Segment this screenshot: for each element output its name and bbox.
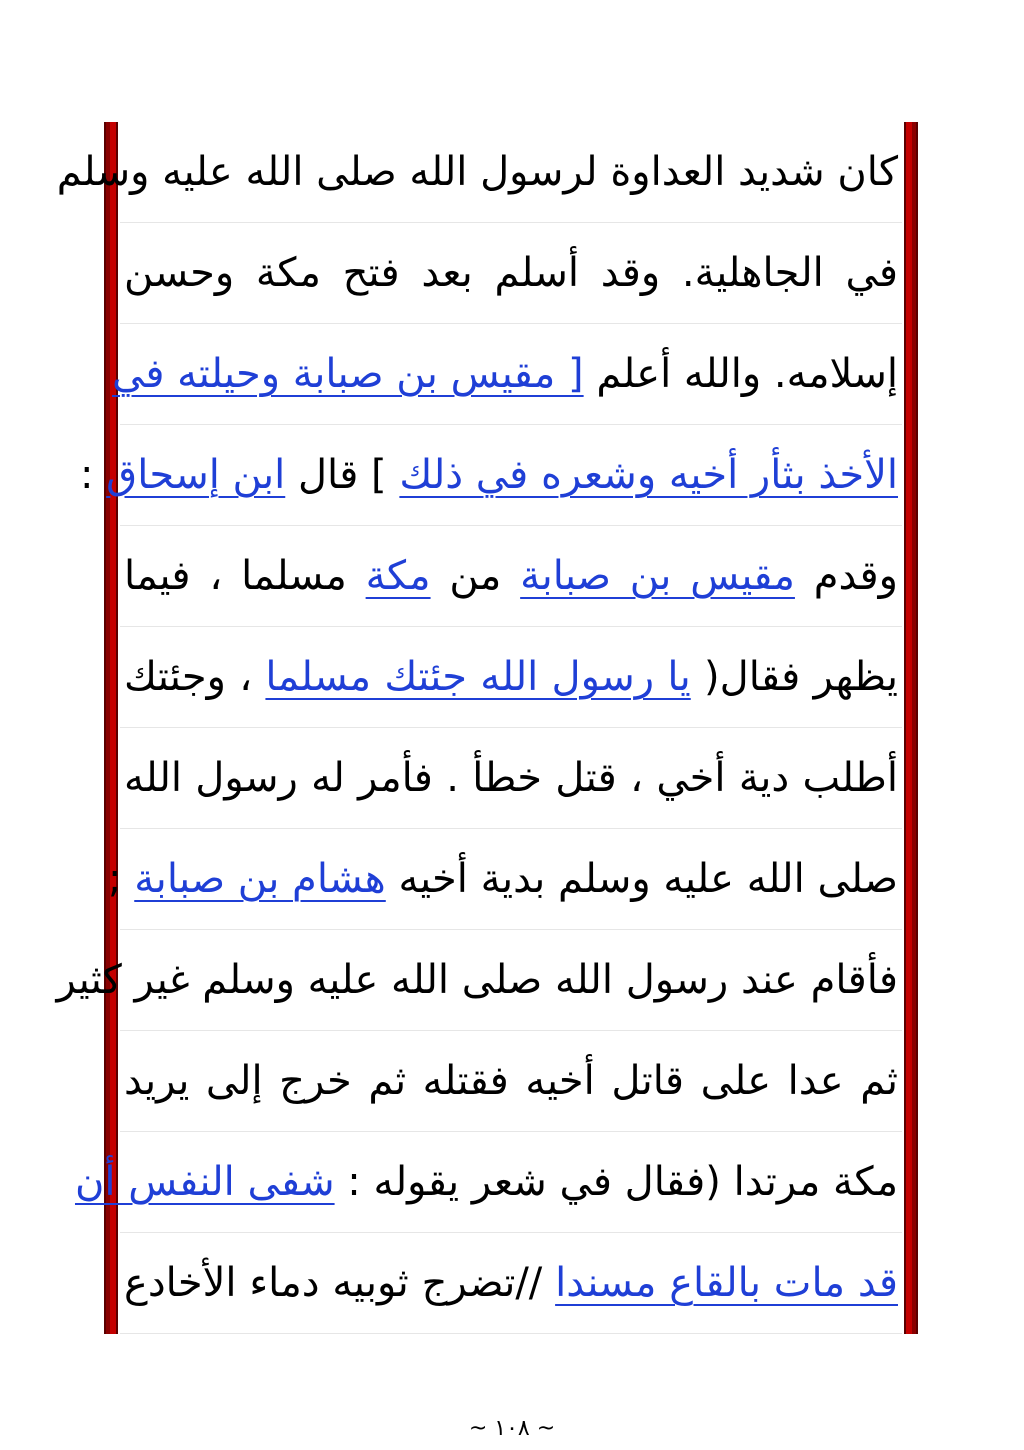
text-line — [74, 1132, 902, 1233]
text-segment: ] قال — [285, 452, 400, 498]
text-segment: ثم عدا على قاتل أخيه فقتله ثم خرج إلى يريد — [124, 1058, 898, 1104]
text-line — [56, 122, 902, 223]
text-line — [120, 1233, 902, 1334]
text-segment: ، وجئتك — [124, 654, 266, 700]
text-segment: يظهر فقال( — [690, 654, 899, 700]
text-segment: : — [79, 452, 107, 498]
hyperlink[interactable]: ابن إسحاق — [106, 452, 286, 498]
text-line — [120, 728, 902, 829]
text-line — [120, 526, 902, 627]
hyperlink[interactable]: هشام بن صبابة — [134, 856, 386, 902]
text-segment: ; — [108, 856, 135, 902]
text-segment: صلى الله عليه وسلم بدية أخيه — [385, 856, 898, 902]
text-segment: //تضرج ثوبيه دماء الأخادع — [124, 1260, 556, 1306]
text-line — [120, 223, 902, 324]
text-segment: مسلما ، فيما — [124, 553, 366, 599]
text-segment: أطلب دية أخي ، قتل خطأ . فأمر له رسول الله — [124, 755, 898, 801]
hyperlink[interactable]: قد مات بالقاع مسندا — [555, 1260, 898, 1306]
right-decorative-border — [904, 122, 918, 1334]
text-line — [79, 425, 902, 526]
hyperlink[interactable]: [ مقيس بن صبابة وحيلته في — [112, 351, 584, 397]
hyperlink[interactable]: مكة — [365, 553, 431, 599]
page-number: ~ ١٠٨ ~ — [468, 1416, 556, 1441]
text-line — [112, 324, 902, 425]
text-segment: كان شديد العداوة لرسول الله صلى الله عليه وسلم — [56, 149, 898, 195]
text-segment: وقدم — [794, 553, 898, 599]
text-segment: في الجاهلية. وقد أسلم بعد فتح مكة وحسن — [124, 250, 898, 296]
text-line — [56, 930, 902, 1031]
body-text — [56, 122, 902, 1334]
hyperlink[interactable]: شفى النفس أن — [74, 1159, 335, 1205]
hyperlink[interactable]: الأخذ بثأر أخيه وشعره في ذلك — [399, 452, 898, 498]
hyperlink[interactable]: مقيس بن صبابة — [520, 553, 795, 599]
text-segment: إسلامه. والله أعلم — [583, 351, 898, 397]
text-line — [120, 627, 902, 728]
text-line — [120, 1031, 902, 1132]
hyperlink[interactable]: يا رسول الله جئتك مسلما — [265, 654, 691, 700]
text-line — [108, 829, 902, 930]
text-segment: من — [430, 553, 521, 599]
text-segment: مكة مرتدا (فقال في شعر يقوله : — [334, 1159, 898, 1205]
text-segment: فأقام عند رسول الله صلى الله عليه وسلم غير كثير — [56, 957, 898, 1003]
